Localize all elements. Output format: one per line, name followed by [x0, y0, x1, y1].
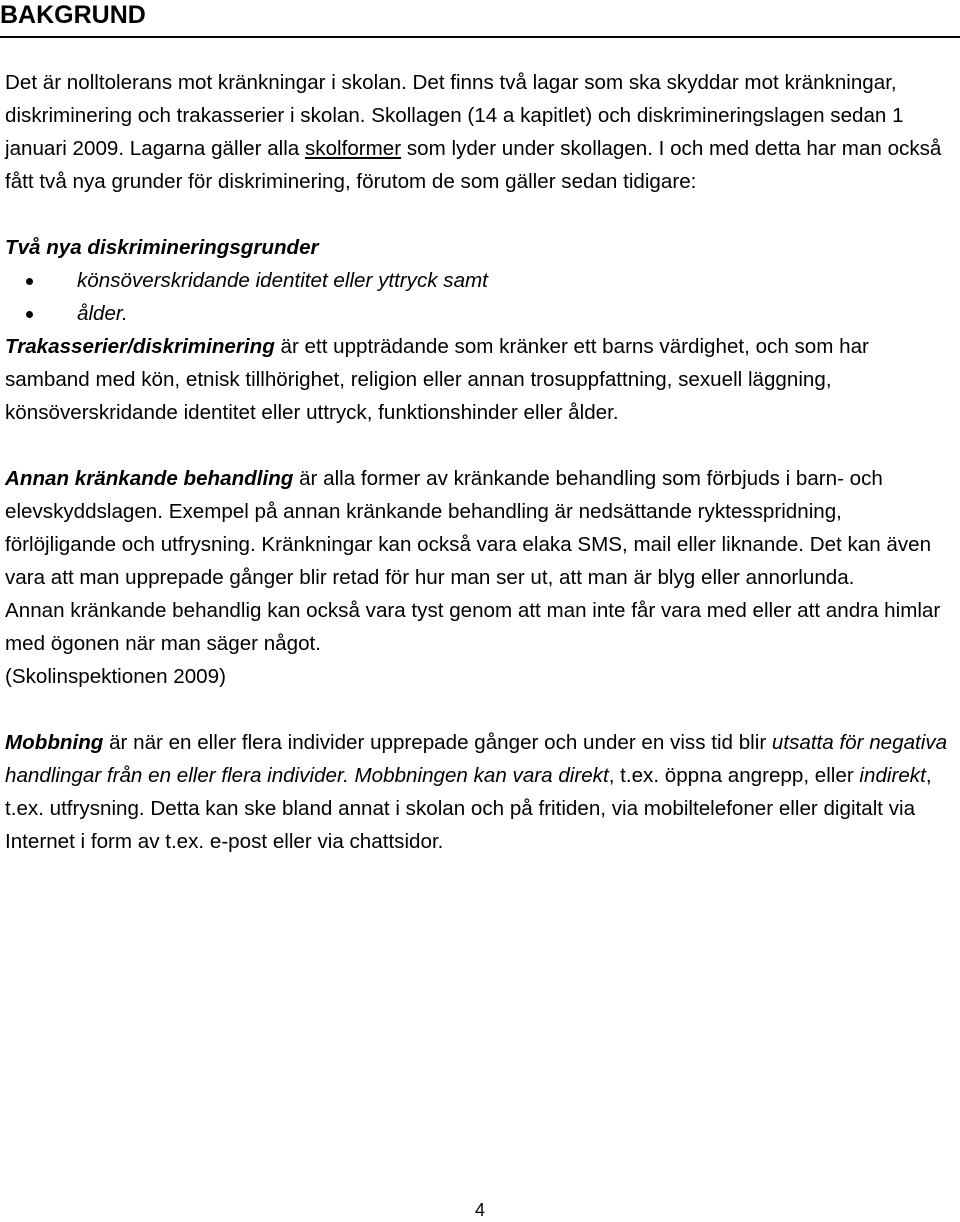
other-text: är alla former av kränkande behandling som förbjuds i barn- och elevskyddslagen. Exempel på annan kränkande behandling är nedsättande ryktesspridning, förlöjligande och utfrysning. Kränkningar kan också vara elaka SMS, mail eller liknande. Det kan även vara att man upprepade gånger blir retad för hur man ser ut, att man är blyg eller annorlunda.: [5, 467, 932, 589]
list-item-text: könsöverskridande identitet eller yttryck samt: [77, 269, 488, 292]
bullet-icon: [26, 278, 33, 285]
grounds-title: Två nya diskrimineringsgrunder: [5, 236, 319, 259]
other-paragraph-2: Annan kränkande behandlig kan också vara tyst genom att man inte får vara med eller att andra himlar med ögonen när man säger något.: [5, 599, 941, 655]
list-item: [5, 264, 955, 297]
harassment-paragraph: [5, 330, 955, 429]
intro-text-1: Det är nolltolerans mot kränkningar i skolan. Det finns två lagar som ska skyddar mot kränkningar, diskriminering och trakasserier i skolan. Skollagen (14 a kapitlet) och diskrimineringslagen sedan 1 januari 2009. Lagarna gäller alla: [5, 71, 904, 160]
spacer: [5, 198, 955, 231]
page-number: 4: [474, 1200, 485, 1220]
other-paragraph: [5, 462, 955, 594]
spacer: [5, 693, 955, 726]
bullying-text-2: utsatta för negativa handlingar från en eller flera individer. Mobbningen kan vara direkt: [5, 731, 948, 787]
source-citation: (Skolinspektionen 2009): [5, 665, 226, 688]
harassment-term: Trakasserier/diskriminering: [5, 335, 275, 358]
grounds-list: [5, 264, 955, 330]
bullying-text-5: , t.ex. utfrysning. Detta kan ske bland annat i skolan och på fritiden, via mobiltelefoner eller digitalt via Internet i form av t.ex. e-post eller via chattsidor.: [5, 764, 932, 853]
skolformer-link[interactable]: skolformer: [304, 137, 402, 160]
intro-paragraph: [5, 66, 955, 198]
bullying-text-3: , t.ex. öppna angrepp, eller: [608, 764, 860, 787]
document-body: [5, 66, 955, 858]
heading-rule: [0, 36, 960, 38]
harassment-text: är ett uppträdande som kränker ett barns värdighet, och som har samband med kön, etnisk tillhörighet, religion eller annan trosuppfattning, sexuell läggning, könsöverskridande identitet eller uttryck, funktionshinder eller ålder.: [5, 335, 869, 424]
bullying-text-1: är när en eller flera individer upprepade gånger och under en viss tid blir: [103, 731, 772, 754]
intro-text-2: som lyder under skollagen. I och med detta har man också fått två nya grunder för diskriminering, förutom de som gäller sedan tidigare:: [5, 137, 942, 193]
page-heading: BAKGRUND: [0, 1, 146, 29]
bullet-icon: [26, 311, 33, 318]
bullying-paragraph: [5, 726, 955, 858]
bullying-text-4: indirekt: [859, 764, 926, 787]
list-item-text: ålder.: [77, 302, 128, 325]
spacer: [5, 429, 955, 462]
list-item: [5, 297, 955, 330]
other-term: Annan kränkande behandling: [5, 467, 294, 490]
bullying-term: Mobbning: [5, 731, 104, 754]
